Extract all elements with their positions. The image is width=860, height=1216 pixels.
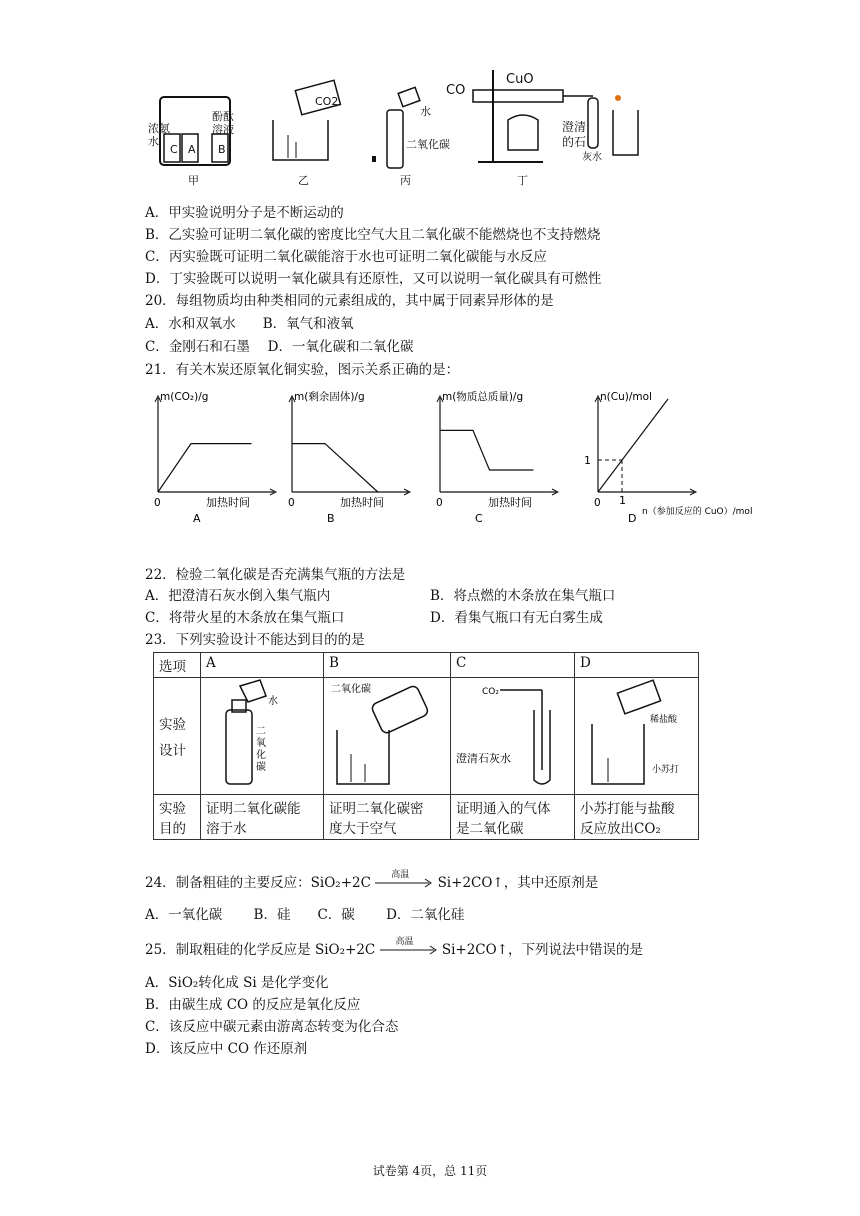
origin-label: 0 xyxy=(288,497,295,509)
bing-gas: 二氧化碳 xyxy=(406,138,450,151)
bing-water: 水 xyxy=(420,105,431,118)
yi-caption: 乙 xyxy=(298,174,309,187)
jia-label-ammonia-2: 水 xyxy=(148,135,159,148)
series-line xyxy=(440,430,534,470)
design-d-cell xyxy=(575,678,699,795)
design-c-tube xyxy=(456,680,568,788)
purpose-b: 证明二氧化碳密 度大于空气 xyxy=(324,795,451,840)
y-axis-label: m(剩余固体)/g xyxy=(294,391,365,403)
ding-caption: 丁 xyxy=(517,174,528,187)
origin-label: 0 xyxy=(154,497,161,509)
chart-c xyxy=(432,392,562,532)
q25-option-d: D．该反应中 CO 作还原剂 xyxy=(145,1041,308,1057)
design-b-cell xyxy=(324,678,451,795)
design-b-gas: 二氧化碳 xyxy=(331,684,371,695)
origin-label: 0 xyxy=(436,497,443,509)
q20-stem: 20．每组物质均由种类相同的元素组成的，其中属于同素异形体的是 xyxy=(145,293,554,309)
y-axis-label: m(CO₂)/g xyxy=(160,391,209,403)
yi-gas: CO2 xyxy=(315,95,339,108)
q25-option-b: B．由碳生成 CO 的反应是氧化反应 xyxy=(145,997,361,1013)
panel-label: C xyxy=(475,512,483,525)
design-a-gas-2: 氧 xyxy=(256,738,266,749)
q25-arrow xyxy=(380,937,438,959)
q19-option-b: B．乙实验可证明二氧化碳的密度比空气大且二氧化碳不能燃烧也不支持燃烧 xyxy=(145,227,601,243)
q25-option-a: A．SiO₂转化成 Si 是化学变化 xyxy=(145,975,329,991)
series-line xyxy=(292,444,378,492)
q22-option-c: C．将带火星的木条放在集气瓶口 xyxy=(145,610,345,626)
q25-stem-pre: 25．制取粗硅的化学反应是 SiO₂+2C xyxy=(145,942,376,958)
q24-arrow xyxy=(375,870,433,892)
table-header-cell: D xyxy=(575,653,699,678)
x-axis-label: n（参加反应的 CuO）/mol xyxy=(642,507,753,517)
q20-options-row1: A．水和双氧水 B．氧气和液氧 xyxy=(145,316,354,332)
jia-cup-b: B xyxy=(218,143,226,156)
panel-label: A xyxy=(193,512,201,525)
table-header-cell: B xyxy=(324,653,451,678)
ding-lime-2: 的石 xyxy=(562,135,587,149)
table-header-cell: A xyxy=(201,653,324,678)
panel-label: B xyxy=(327,512,335,525)
purpose-c: 证明通入的气体 是二氧化碳 xyxy=(451,795,575,840)
x-axis-label: 加热时间 xyxy=(340,496,384,509)
purpose-d: 小苏打能与盐酸 反应放出CO₂ xyxy=(575,795,699,840)
table-row xyxy=(154,678,699,795)
ding-lime-1: 澄清 xyxy=(562,120,587,134)
apparatus-bing xyxy=(372,82,432,177)
jia-cup-a: A xyxy=(188,143,196,156)
q20-options-row2: C．金刚石和石墨 D．一氧化碳和二氧化碳 xyxy=(145,339,414,355)
q22-stem: 22．检验二氧化碳是否充满集气瓶的方法是 xyxy=(145,567,406,583)
page-footer: 试卷第 4页，总 11页 xyxy=(372,1164,488,1178)
jia-label-ammonia-1: 浓氨 xyxy=(148,122,170,135)
q19-option-c: C．丙实验既可证明二氧化碳能溶于水也可证明二氧化碳能与水反应 xyxy=(145,249,547,265)
q25-condition: 高温 xyxy=(395,937,414,947)
design-d-acid: 稀盐酸 xyxy=(650,715,678,725)
series-line xyxy=(158,444,252,492)
ding-cuo: CuO xyxy=(506,72,534,87)
purpose-a: 证明二氧化碳能 溶于水 xyxy=(201,795,324,840)
design-d-soda: 小苏打 xyxy=(652,765,680,775)
row-label-design: 实验 设计 xyxy=(154,678,201,795)
x-tick-label: 1 xyxy=(619,494,626,507)
q22-option-d: D．看集气瓶口有无白雾生成 xyxy=(430,610,603,626)
table-row xyxy=(154,653,699,678)
q25-stem-post: Si+2CO↑，下列说法中错误的是 xyxy=(441,942,644,958)
design-a-gas-4: 碳 xyxy=(256,762,266,773)
q19-option-d: D．丁实验既可以说明一氧化碳具有还原性，又可以说明一氧化碳具有可燃性 xyxy=(145,271,602,287)
chart-b xyxy=(284,392,414,532)
q21-stem: 21．有关木炭还原氧化铜实验，图示关系正确的是： xyxy=(145,362,460,378)
jia-cup-c: C xyxy=(170,143,178,156)
q22-option-a: A．把澄清石灰水倒入集气瓶内 xyxy=(145,588,331,604)
jia-label-phenol-2: 溶液 xyxy=(212,123,234,136)
jia-caption: 甲 xyxy=(188,174,199,187)
design-d-beaker xyxy=(580,680,692,788)
q24-options: A．一氧化碳 B．硅 C．碳 D．二氧化硅 xyxy=(145,907,465,923)
q19-option-a: A．甲实验说明分子是不断运动的 xyxy=(145,205,344,221)
design-a-bottle xyxy=(206,680,316,788)
design-b-beaker xyxy=(329,680,441,788)
x-axis-label: 加热时间 xyxy=(206,496,250,509)
q23-table xyxy=(153,652,699,840)
design-a-gas-3: 化 xyxy=(256,750,266,761)
q25-option-c: C．该反应中碳元素由游离态转变为化合态 xyxy=(145,1019,399,1035)
design-a-water: 水 xyxy=(268,696,278,707)
panel-label: D xyxy=(628,512,637,525)
design-c-gas: CO₂ xyxy=(482,687,499,697)
ding-lime-3: 灰水 xyxy=(582,152,602,163)
jia-label-phenol-1: 酚酞 xyxy=(212,110,234,123)
series-line xyxy=(598,399,668,492)
q24-stem-post: Si+2CO↑，其中还原剂是 xyxy=(437,875,599,891)
table-header-cell: C xyxy=(451,653,575,678)
y-axis-label: n(Cu)/mol xyxy=(600,391,652,403)
design-a-gas-1: 二 xyxy=(256,726,266,737)
apparatus-yi xyxy=(268,80,348,170)
table-row xyxy=(154,795,699,840)
row-label-purpose: 实验 目的 xyxy=(154,795,201,840)
q24-stem xyxy=(145,870,599,892)
origin-label: 0 xyxy=(594,497,601,509)
y-axis-label: m(物质总质量)/g xyxy=(442,391,524,403)
design-c-cell xyxy=(451,678,575,795)
x-axis-label: 加热时间 xyxy=(488,496,532,509)
y-tick-label: 1 xyxy=(584,454,591,467)
bing-caption: 丙 xyxy=(400,174,411,187)
design-a-cell xyxy=(201,678,324,795)
apparatus-ding xyxy=(448,70,638,180)
chart-a xyxy=(150,392,280,532)
q24-stem-pre: 24．制备粗硅的主要反应：SiO₂+2C xyxy=(145,875,371,891)
q25-stem xyxy=(145,937,644,959)
ding-co: CO xyxy=(446,83,466,98)
q24-condition: 高温 xyxy=(391,870,410,880)
q22-option-b: B．将点燃的木条放在集气瓶口 xyxy=(430,588,616,604)
q23-stem: 23．下列实验设计不能达到目的的是 xyxy=(145,632,365,648)
design-c-lime: 澄清石灰水 xyxy=(456,752,511,765)
chart-d xyxy=(584,391,753,532)
table-header-cell: 选项 xyxy=(154,653,201,678)
